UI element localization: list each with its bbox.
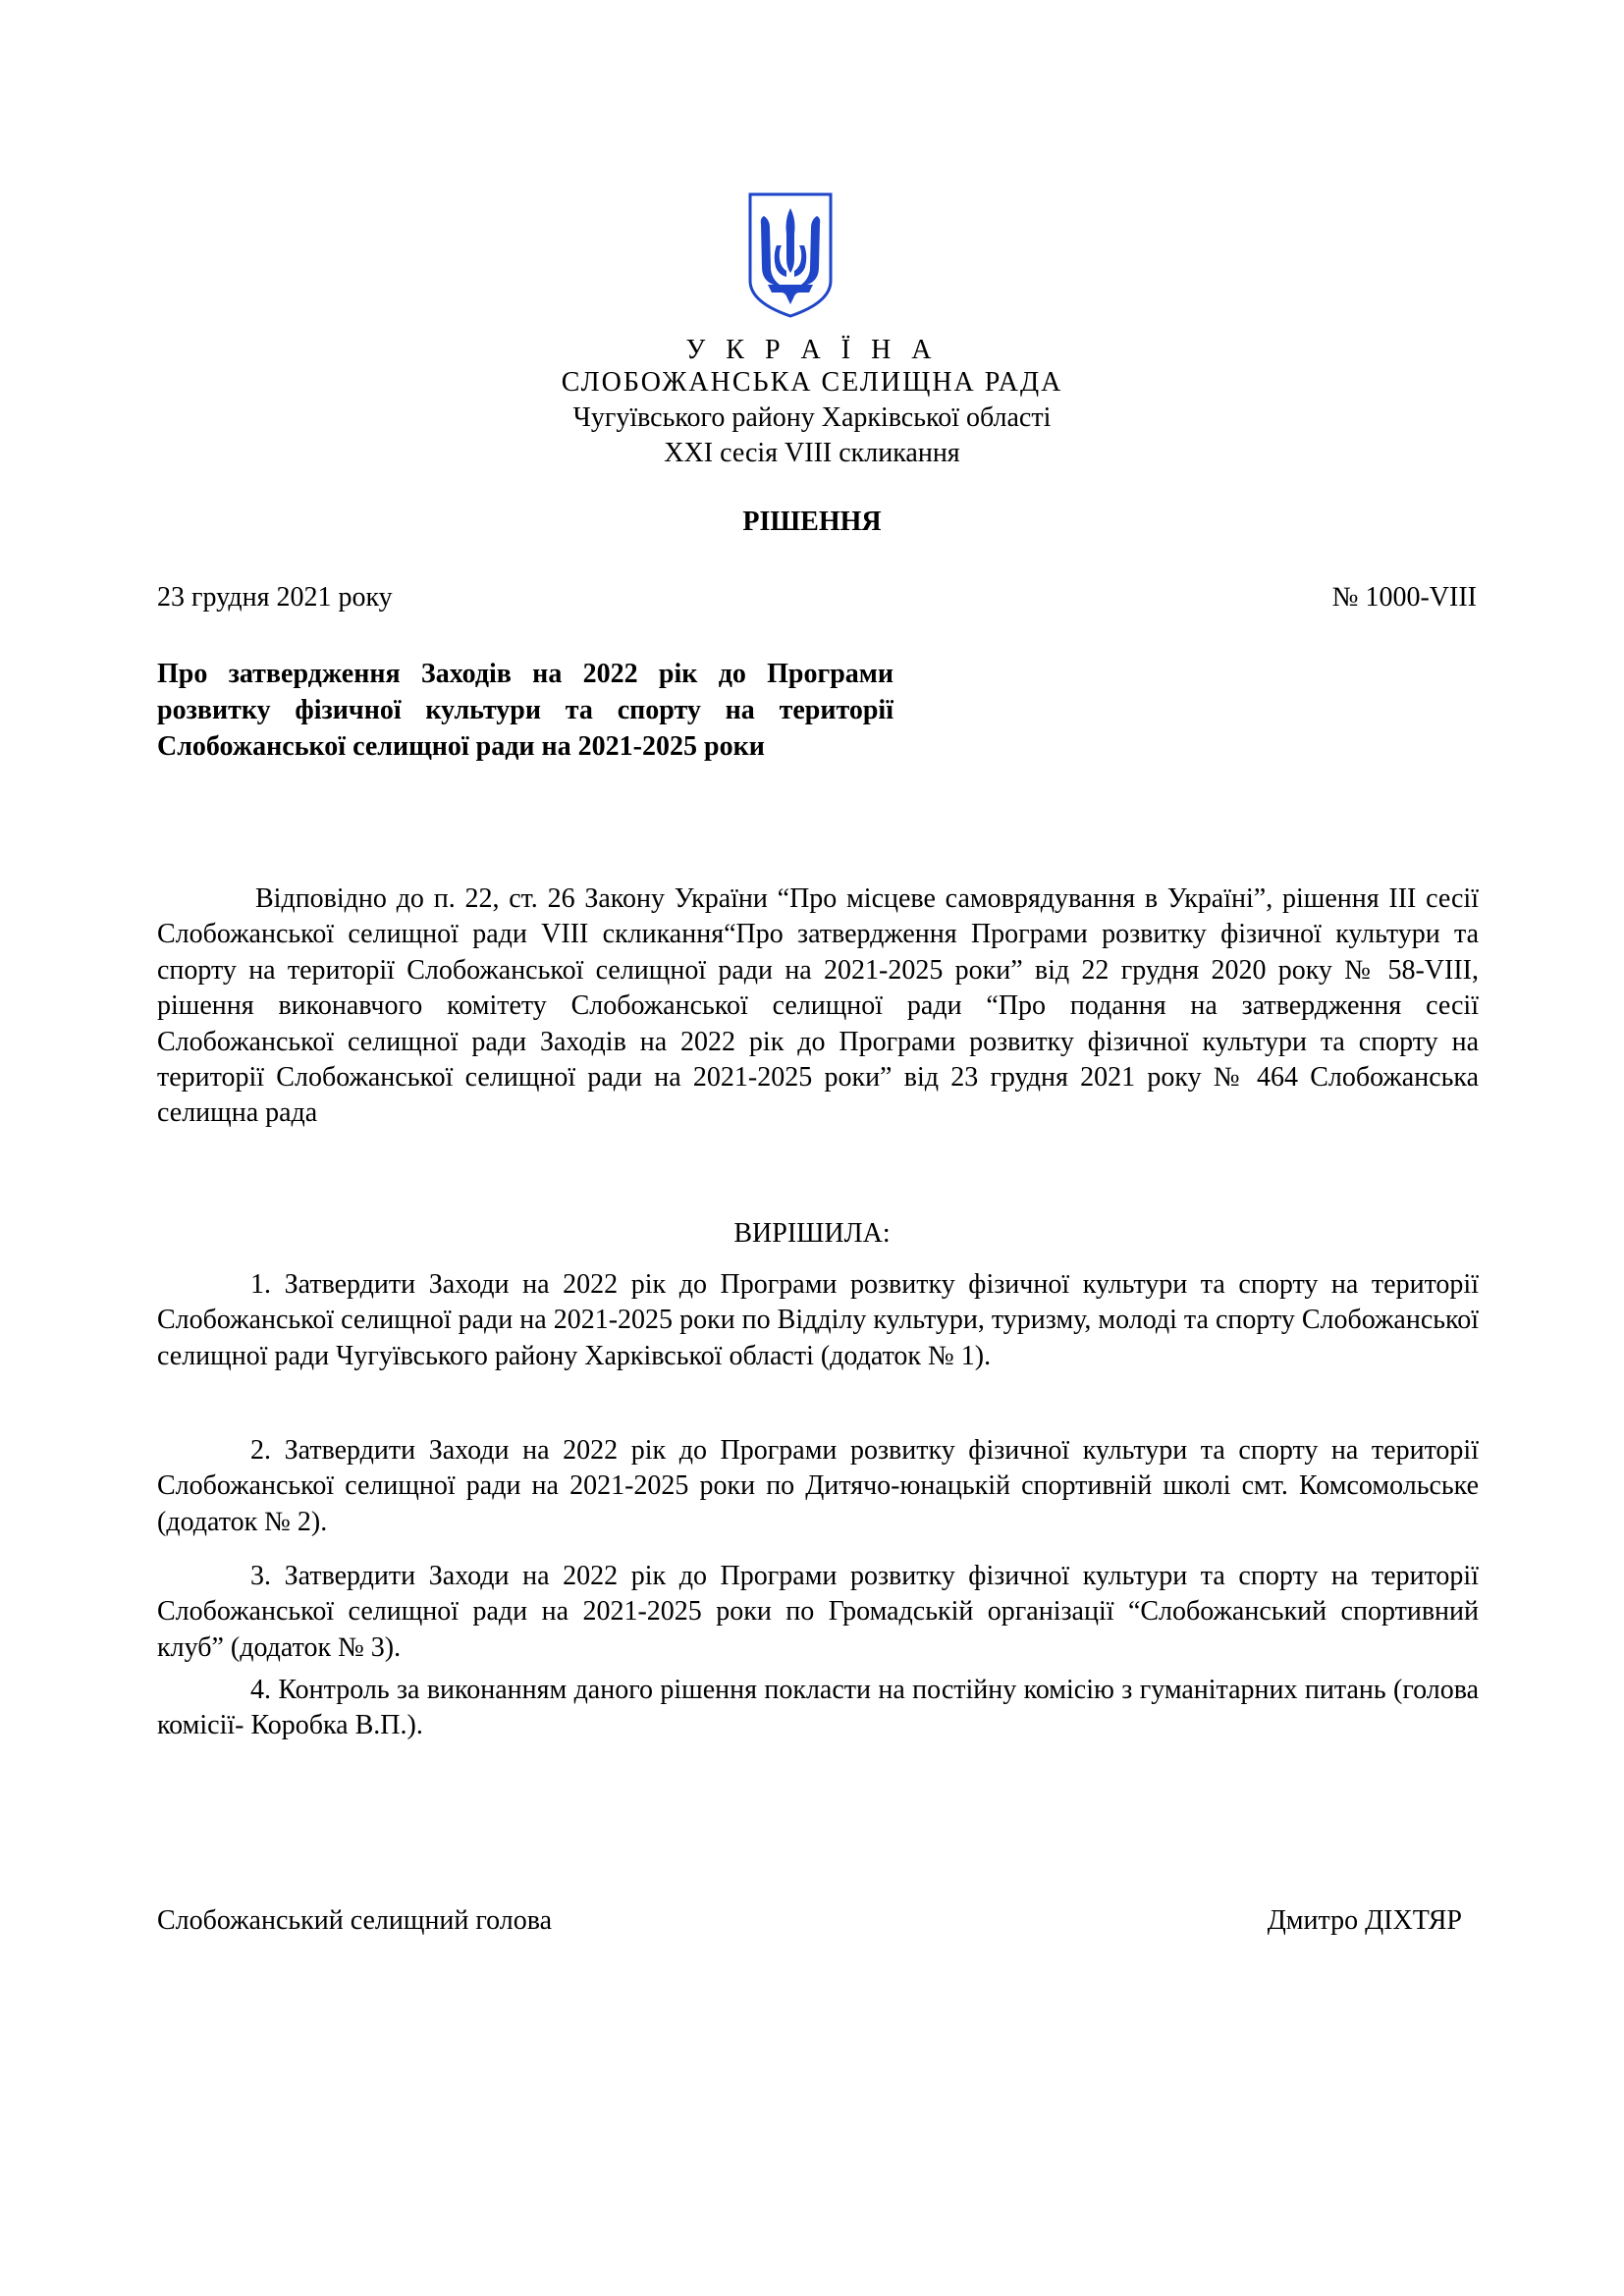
resolution-item: 1. Затвердити Заходи на 2022 рік до Програми розвитку фізичної культури та спорту на території Слобожанської селищної ради на 2021-2025 роки по Відділу культури, туризму, молоді та спорту Слобожанської селищної ради Чугуївського району Харківської області (додаток № 1). [157, 1269, 1479, 1371]
session-info: XXI сесія VIII скликання [664, 438, 960, 468]
ukraine-trident-coat-of-arms-icon [746, 190, 835, 320]
decision-subject: Про затвердження Заходів на 2022 рік до Програми розвитку фізичної культури та спорту на території Слобожанської селищної ради на 2021-2025 роки [157, 659, 893, 762]
resolved-heading: ВИРІШИЛА: [733, 1218, 891, 1249]
resolution-item: 3. Затвердити Заходи на 2022 рік до Програми розвитку фізичної культури та спорту на території Слобожанської селищної ради на 2021-2025 роки по Громадській організації “Слобожанський спортивний клуб” (додаток № 3). [157, 1561, 1479, 1663]
preamble-paragraph: Відповідно до п. 22, ст. 26 Закону України “Про місцеве самоврядування в Україні”, рішення III сесії Слобожанської селищної ради VIII скликання“Про затвердження Програми розвитку фізичної культури та спорту на території Слобожанської селищної ради на 2021-2025 роки” від 22 грудня 2020 року № 58-VIII, рішення виконавчого комітету Слобожанської селищної ради “Про подання на затвердження сесії Слобожанської селищної ради Заходів на 2022 рік до Програми розвитку фізичної культури та спорту на території Слобожанської селищної ради на 2021-2025 роки” від 23 грудня 2021 року № 464 Слобожанська селищна рада [157, 883, 1479, 1129]
district-name: Чугуївського району Харківської області [572, 402, 1052, 433]
document-type-title: РІШЕННЯ [742, 507, 882, 537]
signatory-title: Слобожанський селищний голова [157, 1905, 553, 1936]
resolution-item: 4. Контроль за виконанням даного рішення покласти на постійну комісію з гуманітарних питань (голова комісії- Коробка В.П.). [157, 1675, 1479, 1741]
signatory-name: Дмитро ДІХТЯР [1267, 1905, 1462, 1936]
council-name: СЛОБОЖАНСЬКА СЕЛИЩНА РАДА [561, 367, 1063, 398]
country-title: У К Р А Ї Н А [685, 335, 939, 365]
decision-date: 23 грудня 2021 року [157, 582, 393, 613]
decision-number: № 1000-VIII [1331, 582, 1477, 613]
resolution-item: 2. Затвердити Заходи на 2022 рік до Програми розвитку фізичної культури та спорту на території Слобожанської селищної ради на 2021-2025 роки по Дитячо-юнацькій спортивній школі смт. Комсомольське (додаток № 2). [157, 1435, 1479, 1537]
